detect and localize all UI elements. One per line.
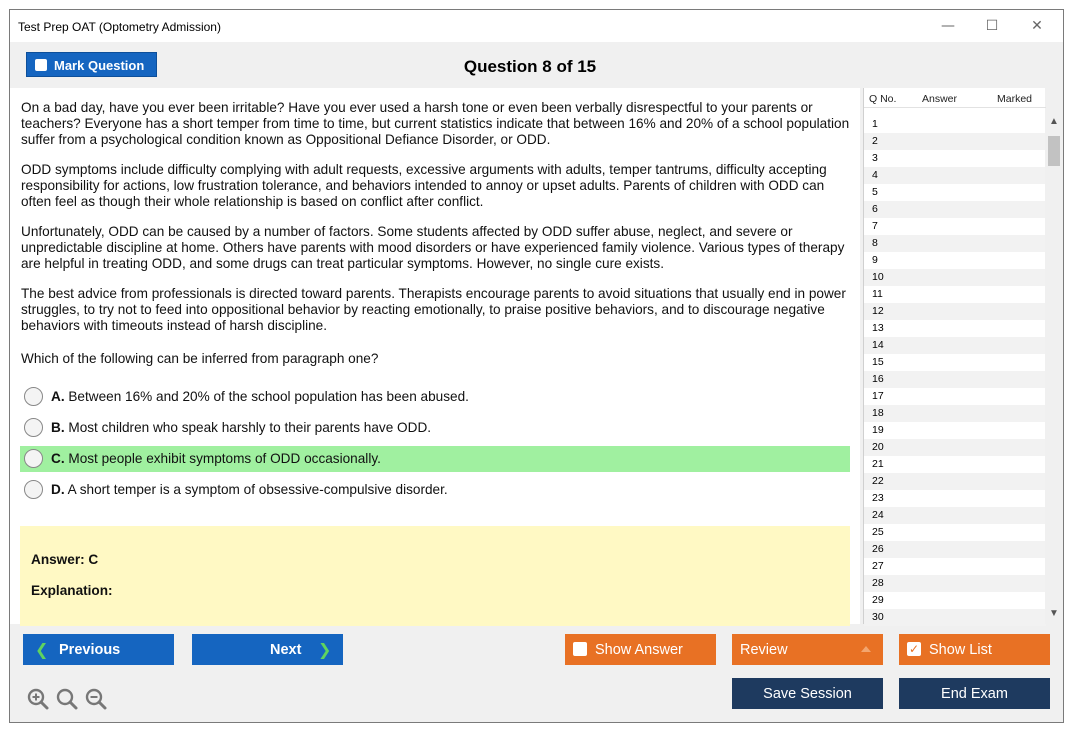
answer-explanation-box xyxy=(20,526,850,626)
question-list-row[interactable]: 17 xyxy=(872,390,884,402)
question-list-row[interactable]: 9 xyxy=(872,254,878,266)
question-list-row[interactable]: 5 xyxy=(872,186,878,198)
passage-paragraph-2: ODD symptoms include difficulty complying with adult requests, excessive arguments with adults, temper tantrums, difficulty accepting responsibility for actions, low frustration tolerance, and behaviors intended to annoy or upset adults. Parents of children with ODD can often feel as though their whole relationship is based on conflict after conflict. xyxy=(21,162,827,209)
question-list-row[interactable]: 2 xyxy=(864,133,1046,150)
question-list-row[interactable]: 28 xyxy=(864,575,1046,592)
question-list-row[interactable]: 10 xyxy=(864,269,1046,286)
question-list-row[interactable]: 16 xyxy=(864,371,1046,388)
option-d-radio[interactable] xyxy=(24,480,43,499)
question-list-row[interactable]: 15 xyxy=(872,356,884,368)
caret-up-icon xyxy=(861,646,871,652)
passage-paragraph-1: On a bad day, have you ever been irritable? Have you ever used a harsh tone or even been verbally disrespectful to your parents or teachers? Everyone has a short temper from time to time, but current statistics indicate that between 16% and 20% of a school population suffer from a psychological condition known as Oppositional Defiance Disorder, or ODD. xyxy=(21,100,850,147)
question-list-scrollbar[interactable] xyxy=(1045,110,1063,624)
save-session-button[interactable] xyxy=(732,678,883,709)
option-b-radio[interactable] xyxy=(24,418,43,437)
next-button[interactable] xyxy=(192,634,343,665)
passage-paragraph-3: Unfortunately, ODD can be caused by a number of factors. Some students affected by ODD suffer abuse, neglect, and severe or unpredictable discipline at home. Others have parents with mood disorders or have experienced family violence. Various types of therapy are helpful in treating ODD, and some drugs can treat particular symptoms. However, no single cure exists. xyxy=(21,224,845,271)
show-list-button[interactable] xyxy=(899,634,1050,665)
question-counter: Question 8 of 15 xyxy=(463,57,597,76)
explanation-label: Explanation: xyxy=(31,583,113,598)
question-list-row[interactable]: 24 xyxy=(864,507,1046,524)
mark-question-checkbox-icon[interactable] xyxy=(35,59,47,71)
question-list-row[interactable]: 6 xyxy=(864,201,1046,218)
question-list-row[interactable]: 26 xyxy=(864,541,1046,558)
option-a-letter: A. xyxy=(51,389,65,404)
chevron-left-icon: ❮ xyxy=(35,640,49,659)
option-b[interactable] xyxy=(20,415,850,441)
show-list-checkbox-icon[interactable]: ✓ xyxy=(908,642,920,656)
question-list-row[interactable]: 11 xyxy=(872,288,883,300)
question-list-row[interactable]: 13 xyxy=(872,322,884,334)
previous-button[interactable] xyxy=(23,634,174,665)
question-list-row[interactable]: 18 xyxy=(864,405,1046,422)
option-c-radio[interactable] xyxy=(24,449,43,468)
question-list-rows xyxy=(864,116,1046,626)
option-d[interactable] xyxy=(20,477,850,503)
question-list xyxy=(863,88,1045,624)
question-list-row[interactable]: 30 xyxy=(864,609,1046,626)
option-a[interactable] xyxy=(20,384,850,410)
question-list-row[interactable]: 20 xyxy=(864,439,1046,456)
zoom-out-icon[interactable] xyxy=(84,687,108,711)
question-list-row[interactable]: 1 xyxy=(872,118,878,130)
passage xyxy=(21,100,851,348)
option-d-letter: D. xyxy=(51,482,65,497)
question-list-row[interactable]: 3 xyxy=(872,152,878,164)
save-session-label: Save Session xyxy=(763,686,852,702)
option-a-radio[interactable] xyxy=(24,387,43,406)
scroll-up-icon[interactable]: ▲ xyxy=(1049,116,1059,127)
chevron-right-icon: ❯ xyxy=(318,640,332,659)
question-list-header xyxy=(864,88,1046,108)
answer-column-header: Answer xyxy=(922,93,958,105)
question-list-row[interactable]: 12 xyxy=(864,303,1046,320)
title-bar xyxy=(10,10,1063,42)
mark-question-button[interactable] xyxy=(26,52,157,77)
show-list-label: Show List xyxy=(929,642,992,658)
question-list-row[interactable]: 27 xyxy=(872,560,884,572)
window-title: Test Prep OAT (Optometry Admission) xyxy=(18,20,221,34)
minimize-button[interactable]: — xyxy=(941,18,955,34)
option-c-letter: C. xyxy=(51,451,65,466)
question-list-row[interactable]: 23 xyxy=(872,492,884,504)
show-answer-checkbox-icon[interactable] xyxy=(573,642,587,656)
show-answer-button[interactable] xyxy=(565,634,716,665)
answer-label: Answer: C xyxy=(31,552,99,567)
question-panel xyxy=(10,88,860,624)
question-list-row[interactable]: 4 xyxy=(864,167,1046,184)
zoom-in-icon[interactable] xyxy=(26,687,50,711)
scroll-thumb[interactable] xyxy=(1048,136,1060,166)
mark-question-label: Mark Question xyxy=(54,58,145,73)
option-d-text: A short temper is a symptom of obsessive-compulsive disorder. xyxy=(64,482,448,497)
zoom-reset-icon[interactable] xyxy=(55,687,79,711)
qno-column-header: Q No. xyxy=(869,93,897,105)
question-list-row[interactable]: 21 xyxy=(872,458,884,470)
end-exam-label: End Exam xyxy=(941,686,1008,702)
question-list-row[interactable]: 14 xyxy=(864,337,1046,354)
next-label: Next xyxy=(270,642,302,658)
question-list-row[interactable]: 8 xyxy=(864,235,1046,252)
app-window xyxy=(9,9,1064,723)
option-c[interactable] xyxy=(20,446,850,472)
option-b-text: Most children who speak harshly to their parents have ODD. xyxy=(64,420,432,435)
end-exam-button[interactable] xyxy=(899,678,1050,709)
question-list-row[interactable]: 7 xyxy=(872,220,878,232)
show-answer-label: Show Answer xyxy=(595,642,683,658)
question-list-row[interactable]: 22 xyxy=(864,473,1046,490)
question-list-row[interactable]: 29 xyxy=(872,594,884,606)
maximize-button[interactable]: ☐ xyxy=(985,18,999,34)
passage-paragraph-4: The best advice from professionals is directed toward parents. Therapists encourage parents to avoid situations that usually end in power struggles, to try not to feed into oppositional behavior by reacting emotionally, to praise positive behaviors, and to discourage negative behaviors with timeouts instead of harsh discipline. xyxy=(21,286,846,333)
option-b-letter: B. xyxy=(51,420,65,435)
previous-label: Previous xyxy=(59,642,121,658)
question-text: Which of the following can be inferred from paragraph one? xyxy=(21,351,379,366)
close-button[interactable]: ✕ xyxy=(1031,18,1043,34)
option-c-text: Most people exhibit symptoms of ODD occasionally. xyxy=(64,451,381,466)
review-dropdown[interactable] xyxy=(732,634,883,665)
question-list-row[interactable]: 19 xyxy=(872,424,884,436)
option-a-text: Between 16% and 20% of the school population has been abused. xyxy=(64,389,469,404)
marked-column-header: Marked xyxy=(997,93,1033,105)
scroll-down-icon[interactable]: ▼ xyxy=(1049,608,1059,619)
review-label: Review xyxy=(740,642,788,658)
question-list-row[interactable]: 25 xyxy=(872,526,884,538)
